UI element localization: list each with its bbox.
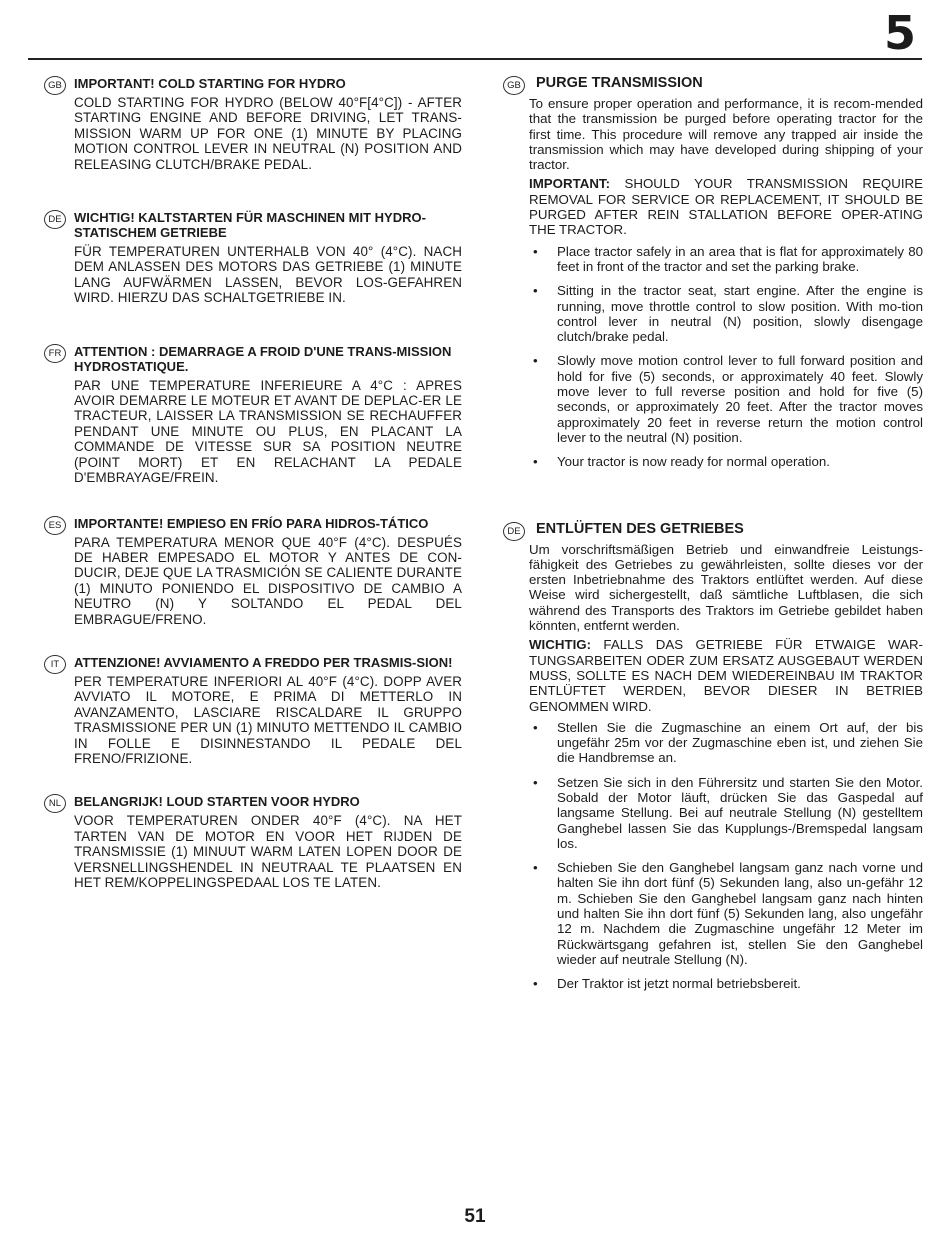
language-badge-icon: GB xyxy=(503,76,525,95)
right-column xyxy=(503,76,923,1001)
important-note xyxy=(503,176,923,237)
page-number: 51 xyxy=(464,1206,486,1227)
bullet-icon: • xyxy=(533,976,538,992)
section-heading xyxy=(44,655,462,670)
language-badge-icon: GB xyxy=(44,76,66,95)
list-item xyxy=(529,860,923,967)
important-note xyxy=(503,637,923,713)
step-list xyxy=(503,720,923,992)
bullet-icon: • xyxy=(533,283,538,299)
section-body: PAR UNE TEMPERATURE INFERIEURE A 4°C : APRES AVOIR DEMARRE LE MOTEUR ET AVANT DE DEPLAC-ER LE TRACTEUR, LAISSER LA TRANSMISSION SE RECHAUFFER PENDANT UNE MINUTE OU PLUS, EN PLACANT LA COMMANDE DE VITESSE SUR SA POSITION NEUTRE (POINT MORT) ET EN RELACHANT LA PEDALE D'EMBRAYAGE/FREIN. xyxy=(74,377,462,486)
section-gb-cold-start xyxy=(44,76,462,172)
list-item xyxy=(529,775,923,851)
section-body: FÜR TEMPERATUREN UNTERHALB VON 40° (4°C). NACH DEM ANLASSEN DES MOTORS DAS GETRIEBE (1) MINUTE LANG AUFWÄRMEN LASSEN, BEVOR LOS-GEFAHREN WIRD. HIERZU DAS SCHALTGETRIEBE IN. xyxy=(74,244,462,306)
list-item-text: Place tractor safely in an area that is flat for approximately 80 feet in front of the tractor and set the parking brake. xyxy=(557,243,923,274)
bullet-icon: • xyxy=(533,353,538,369)
list-item xyxy=(529,976,923,991)
section-heading xyxy=(44,76,462,91)
list-item-text: Your tractor is now ready for normal operation. xyxy=(557,454,830,470)
section-nl-cold-start xyxy=(44,794,462,890)
section-heading xyxy=(503,522,923,537)
bullet-icon: • xyxy=(533,860,538,876)
section-body: COLD STARTING FOR HYDRO (BELOW 40°F[4°C]) - AFTER STARTING ENGINE AND BEFORE DRIVING, LET TRANS-MISSION WARM UP FOR ONE (1) MINUTE BY PLACING MOTION CONTROL LEVER IN NEUTRAL (N) POSITION AND RELEASING CLUTCH/BRAKE PEDAL. xyxy=(74,95,462,172)
list-item xyxy=(529,353,923,445)
list-item-text: Slowly move motion control lever to full forward position and hold for five (5) seconds, or approximately 40 feet. Slowly move lever to full reverse position and hold for five (5) seconds, or approximately 20 feet. After the tractor moves approximately 20 feet in reverse return the motion control lever to the neutral (N) position. xyxy=(557,353,923,445)
list-item xyxy=(529,454,923,469)
list-item xyxy=(529,244,923,275)
list-item xyxy=(529,720,923,766)
language-badge-icon: ES xyxy=(44,516,66,535)
section-heading xyxy=(44,210,462,240)
section-fr-cold-start xyxy=(44,344,462,486)
section-title: PURGE TRANSMISSION xyxy=(536,75,703,91)
section-title: ATTENZIONE! AVVIAMENTO A FREDDO PER TRASMIS-SION! xyxy=(74,654,453,670)
section-body: VOOR TEMPERATUREN ONDER 40°F (4°C). NA HET TARTEN VAN DE MOTOR EN VOOR HET RIJDEN DE TRANSMISSIE (1) MINUUT WARM LATEN LOPEN DOOR DE VERSNELLINGSHENDEL IN NEUTRAAL TE PLAATSEN EN HET REM/KOPPELINGSPEDAAL LOS TE LATEN. xyxy=(74,813,462,890)
section-de-purge xyxy=(503,522,923,992)
section-heading xyxy=(44,516,462,531)
section-heading xyxy=(503,76,923,91)
header-divider xyxy=(28,58,922,60)
step-list xyxy=(503,244,923,470)
important-text: SHOULD YOUR TRANSMISSION REQUIRE REMOVAL FOR SERVICE OR REPLACEMENT, IT SHOULD BE PURGED AFTER REIN STALLATION BEFORE OPER-ATING THE TRACTOR. xyxy=(529,176,923,238)
section-title: IMPORTANTE! EMPIESO EN FRÍO PARA HIDROS-TÁTICO xyxy=(74,515,429,531)
bullet-icon: • xyxy=(533,243,538,259)
bullet-icon: • xyxy=(533,454,538,470)
language-badge-icon: DE xyxy=(44,210,66,229)
section-body: PER TEMPERATURE INFERIORI AL 40°F (4°C). DOPP AVER AVVIATO IL MOTORE, E PRIMA DI METTERLO IN AVANZAMENTO, LASCIARE RISCALDARE IL GRUPPO TRASMISSIONE PER UN (1) MINUTO METTENDO IL CAMBIO IN FOLLE E DISINNESTANDO IL PEDALE DEL FRENO/FRIZIONE. xyxy=(74,673,462,766)
section-title: BELANGRIJK! LOUD STARTEN VOOR HYDRO xyxy=(74,794,360,810)
section-de-cold-start xyxy=(44,210,462,306)
bullet-icon: • xyxy=(533,719,538,735)
list-item xyxy=(529,283,923,344)
intro-paragraph: To ensure proper operation and performance, it is recom-mended that the transmission be purged before operating tractor for the first time. This procedure will remove any trapped air inside the transmission which may have developed during shipping of your tractor. xyxy=(529,96,923,173)
list-item-text: Stellen Sie die Zugmaschine an einem Ort auf, der bis ungefähr 25m vor der Zugmaschine eben ist, und ziehen Sie die Handbremse an. xyxy=(557,719,923,766)
important-label: WICHTIG: xyxy=(529,637,592,653)
list-item-text: Schieben Sie den Ganghebel langsam ganz nach vorne und halten Sie ihn dort fünf (5) Sekunden lang, also un-gefähr 12 m. Schieben Sie den Ganghebel langsam ganz nach hinten und halten Sie ihn dort fünf (5) Sekunden lang, also ungefähr 12 m. Nachdem die Zugmaschine ungefähr 12 Meter im Rückwärtsgang gefahren ist, stellen Sie den Ganghebel wieder auf neutrale Stellung (N). xyxy=(557,860,923,967)
section-body: PARA TEMPERATURA MENOR QUE 40°F (4°C). DESPUÉS DE HABER EMPESADO EL MOTOR Y ANTES DE CON-DUCIR, DEJE QUE LA TRASMICIÓN SE CALIENTE DURANTE (1) MINUTO PONIENDO EL DISPOSITIVO DE CAMBIO A NEUTRO (N) Y SOLTANDO EL PEDAL DEL EMBRAGUE/FRENO. xyxy=(74,534,462,627)
bullet-icon: • xyxy=(533,774,538,790)
chapter-number: 5 xyxy=(883,6,916,60)
list-item-text: Setzen Sie sich in den Führersitz und starten Sie den Motor. Sobald der Motor läuft, drücken Sie das Gaspedal auf langsame Stellung. Bei auf neutrale Stellung (N) gestelltem Ganghebel lassen Sie das Kupplungs-/Bremspedal langsam los. xyxy=(557,774,923,851)
list-item-text: Sitting in the tractor seat, start engine. After the engine is running, move throttle control to slow position. With mo-tion control lever in neutral (N) position, slowly disengage clutch/brake pedal. xyxy=(557,283,923,345)
section-gb-purge xyxy=(503,76,923,470)
language-badge-icon: NL xyxy=(44,794,66,813)
section-title: IMPORTANT! COLD STARTING FOR HYDRO xyxy=(74,76,346,91)
section-title: ATTENTION : DEMARRAGE A FROID D'UNE TRANS-MISSION HYDROSTATIQUE. xyxy=(74,343,452,374)
intro-paragraph: Um vorschriftsmäßigen Betrieb und einwandfreie Leistungs-fähigkeit des Getriebes zu gewährleisten, sollte dieses vor der ersten Inbetriebnahme des Traktors entlüftet werden. Auf diese Weise wird sichergestellt, daß sämtliche Luftblasen, die sich während des Transports des Traktors im Getriebe gebildet haben könnten, entfernt werden. xyxy=(529,541,923,634)
left-column xyxy=(44,76,462,890)
section-it-cold-start xyxy=(44,655,462,766)
section-es-cold-start xyxy=(44,516,462,627)
important-text: FALLS DAS GETRIEBE FÜR ETWAIGE WAR-TUNGSARBEITEN ODER ZUM ERSATZ AUSGEBAUT WERDEN MUSS, SOLLTE ES NACH DEM WIEDEREINBAU IM TRAKTOR ENTLÜFTET WERDEN, BEVOR DIESER IN BETRIEB GENOMMEN WIRD. xyxy=(529,637,923,714)
language-badge-icon: DE xyxy=(503,522,525,541)
important-label: IMPORTANT: xyxy=(529,176,611,192)
section-title: ENTLÜFTEN DES GETRIEBES xyxy=(536,520,744,537)
section-heading xyxy=(44,794,462,809)
section-title: WICHTIG! KALTSTARTEN FÜR MASCHINEN MIT HYDRO-STATISCHEM GETRIEBE xyxy=(74,210,426,241)
language-badge-icon: IT xyxy=(44,655,66,674)
language-badge-icon: FR xyxy=(44,344,66,363)
section-heading xyxy=(44,344,462,374)
list-item-text: Der Traktor ist jetzt normal betriebsbereit. xyxy=(557,976,801,992)
